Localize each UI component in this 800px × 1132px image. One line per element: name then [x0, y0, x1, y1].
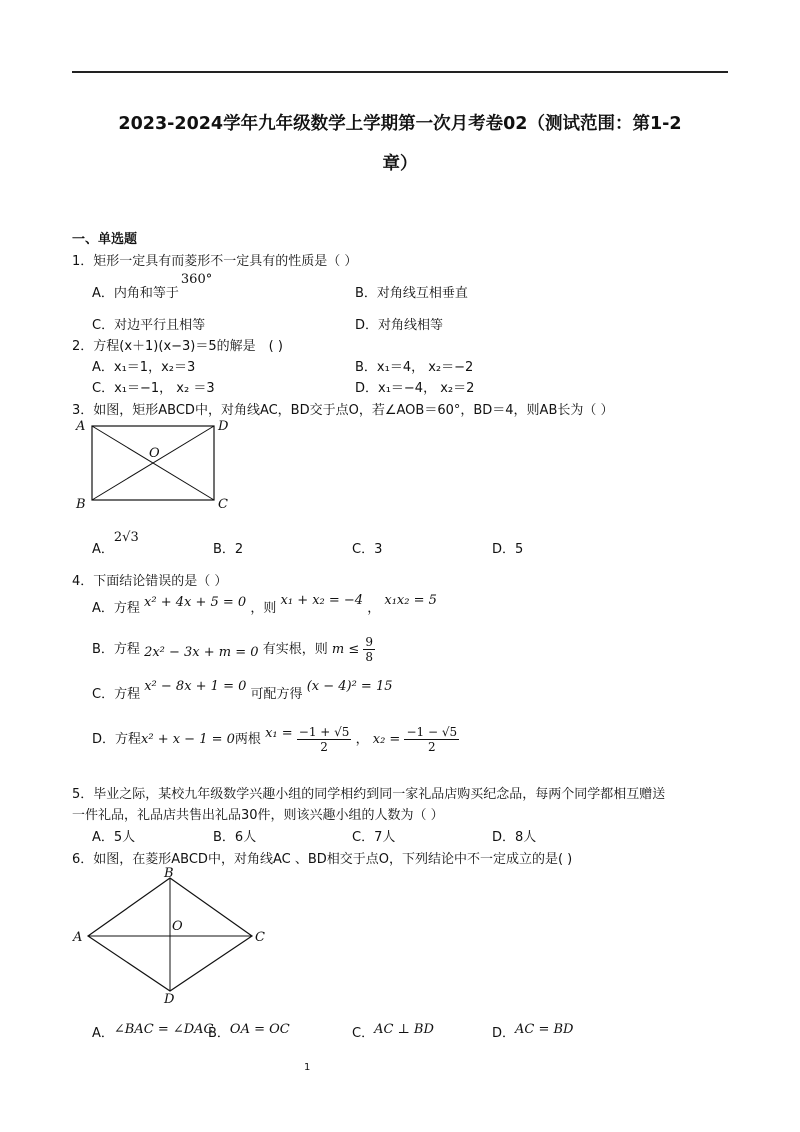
- q4-d-prefix: D．方程: [92, 732, 142, 747]
- q3-option-b: B．2: [213, 542, 244, 557]
- q3-label-c: C: [218, 497, 228, 512]
- q6-option-a: [92, 1018, 214, 1042]
- q5-option-d: D．8人: [492, 830, 537, 845]
- section-heading: 一、单选题: [72, 232, 138, 247]
- q2-option-a: A．x₁＝1，x₂＝3: [92, 360, 196, 375]
- q1-stem: 1．矩形一定具有而菱形不一定具有的性质是（ ）: [72, 254, 358, 269]
- q4-b-condition: m ≤: [331, 642, 360, 657]
- q4-option-c: [92, 678, 393, 712]
- q4-d-equation: x² + x − 1 = 0: [141, 732, 235, 747]
- q4-c-result: (x − 4)² = 15: [306, 679, 393, 694]
- q2-option-b: B．x₁＝4， x₂＝−2: [355, 360, 474, 375]
- q4-c-prefix: C．方程: [92, 687, 141, 702]
- q4-c-mid: 可配方得: [250, 687, 303, 702]
- q4-b-numerator: 9: [365, 635, 373, 649]
- q6-stem: 6．如图，在菱形ABCD中，对角线AC 、BD相交于点O，下列结论中不一定成立的是( ): [72, 852, 573, 867]
- q4-b-equation: 2x² − 3x + m = 0: [144, 645, 259, 660]
- q4-d-x2: x₂ =: [372, 732, 401, 747]
- q6-option-a-value: ∠BAC = ∠DAC: [113, 1022, 214, 1037]
- q4-a-sum: x₁ + x₂ = −4: [280, 593, 364, 608]
- q6-option-b-value: OA = OC: [229, 1022, 290, 1037]
- q1-option-a-label: A．内角和等于: [92, 286, 179, 301]
- q1-option-a-value: 360°: [180, 272, 213, 287]
- q4-option-d: [92, 720, 459, 760]
- q6-label-o: O: [172, 919, 183, 934]
- q5-option-c: C．7人: [352, 830, 396, 845]
- q4-a-product: x₁x₂ = 5: [384, 593, 437, 608]
- q4-d-mid: 两根: [234, 732, 261, 747]
- q3-label-o: O: [149, 446, 160, 461]
- q3-option-c: C．3: [352, 542, 383, 557]
- q4-option-a: [92, 592, 437, 626]
- q6-option-c: [352, 1018, 434, 1042]
- q4-d-numerator2: −1 − √5: [406, 725, 458, 739]
- q4-c-equation: x² − 8x + 1 = 0: [144, 679, 247, 694]
- q6-label-c: C: [255, 930, 265, 945]
- q4-b-denominator: 8: [365, 650, 373, 664]
- page-title-line2: 章）: [382, 154, 418, 174]
- q4-d-fraction2: [404, 725, 459, 754]
- q6-option-b: [208, 1018, 290, 1042]
- page-number: 1: [304, 1062, 311, 1073]
- q5-option-b: B．6人: [213, 830, 257, 845]
- q4-a-equation: x² + 4x + 5 = 0: [144, 595, 247, 610]
- q3-label-d: D: [218, 419, 229, 434]
- q5-option-a: A．5人: [92, 830, 136, 845]
- q3-option-d: D．5: [492, 542, 524, 557]
- q2-option-d: D．x₁＝−4， x₂＝2: [355, 381, 475, 396]
- q5-line1: 5．毕业之际，某校九年级数学兴趣小组的同学相约到同一家礼品店购买纪念品，每两个同学都相互赠送: [72, 787, 666, 802]
- q4-stem: 4．下面结论错误的是（ ）: [72, 574, 228, 589]
- q1-option-d: D．对角线相等: [355, 318, 444, 333]
- q6-option-b-label: B．: [208, 1026, 230, 1041]
- q6-option-d-value: AC = BD: [515, 1022, 574, 1037]
- q4-b-mid: 有实根，则: [262, 642, 328, 657]
- q6-option-a-label: A．: [92, 1026, 114, 1041]
- q1-option-b: B．对角线互相垂直: [355, 286, 468, 301]
- q2-stem: 2．方程(x＋1)(x−3)＝5的解是 ( ): [72, 339, 283, 354]
- top-rule: [72, 71, 728, 73]
- q3-option-a: [92, 530, 139, 557]
- q4-d-denominator2: 2: [427, 740, 436, 754]
- q6-label-a: A: [73, 930, 83, 945]
- q5-line2: 一件礼品，礼品店共售出礼品30件，则该兴趣小组的人数为（ ）: [72, 808, 444, 823]
- q6-option-c-value: AC ⊥ BD: [374, 1022, 434, 1037]
- q4-a-sep: ，: [367, 601, 381, 616]
- q3-option-a-value: 2√3: [113, 530, 139, 545]
- q3-label-a: A: [76, 419, 86, 434]
- q4-d-sep: ，: [355, 732, 369, 747]
- page-title-line1: 2023-2024学年九年级数学上学期第一次月考卷02（测试范围：第1-2: [118, 114, 682, 134]
- q1-option-a: [92, 272, 213, 301]
- q4-b-prefix: B．方程: [92, 642, 140, 657]
- q4-d-x1: x₁ =: [265, 726, 293, 741]
- q6-option-d-label: D．: [492, 1026, 516, 1041]
- q3-option-a-label: A．: [92, 542, 114, 557]
- q4-option-b: [92, 632, 375, 668]
- q4-d-numerator1: −1 + √5: [298, 725, 350, 739]
- q2-option-c: C．x₁＝−1， x₂ ＝3: [92, 381, 215, 396]
- q4-a-prefix: A．方程: [92, 601, 140, 616]
- q6-label-b: B: [164, 866, 174, 881]
- q3-rectangle-figure: [72, 416, 242, 516]
- q4-d-fraction1: [297, 725, 352, 754]
- q4-a-mid: ，则: [250, 601, 277, 616]
- q4-b-fraction: [363, 635, 375, 664]
- q3-label-b: B: [76, 497, 86, 512]
- q6-label-d: D: [164, 992, 175, 1006]
- q4-d-denominator1: 2: [320, 740, 328, 754]
- q6-option-d: [492, 1018, 573, 1042]
- q1-option-c: C．对边平行且相等: [92, 318, 206, 333]
- q6-option-c-label: C．: [352, 1026, 375, 1041]
- q6-rhombus-figure: [70, 866, 280, 1006]
- q3-stem: 3．如图，矩形ABCD中，对角线AC，BD交于点O，若∠AOB＝60°，BD＝4，则AB长为（ ）: [72, 403, 614, 418]
